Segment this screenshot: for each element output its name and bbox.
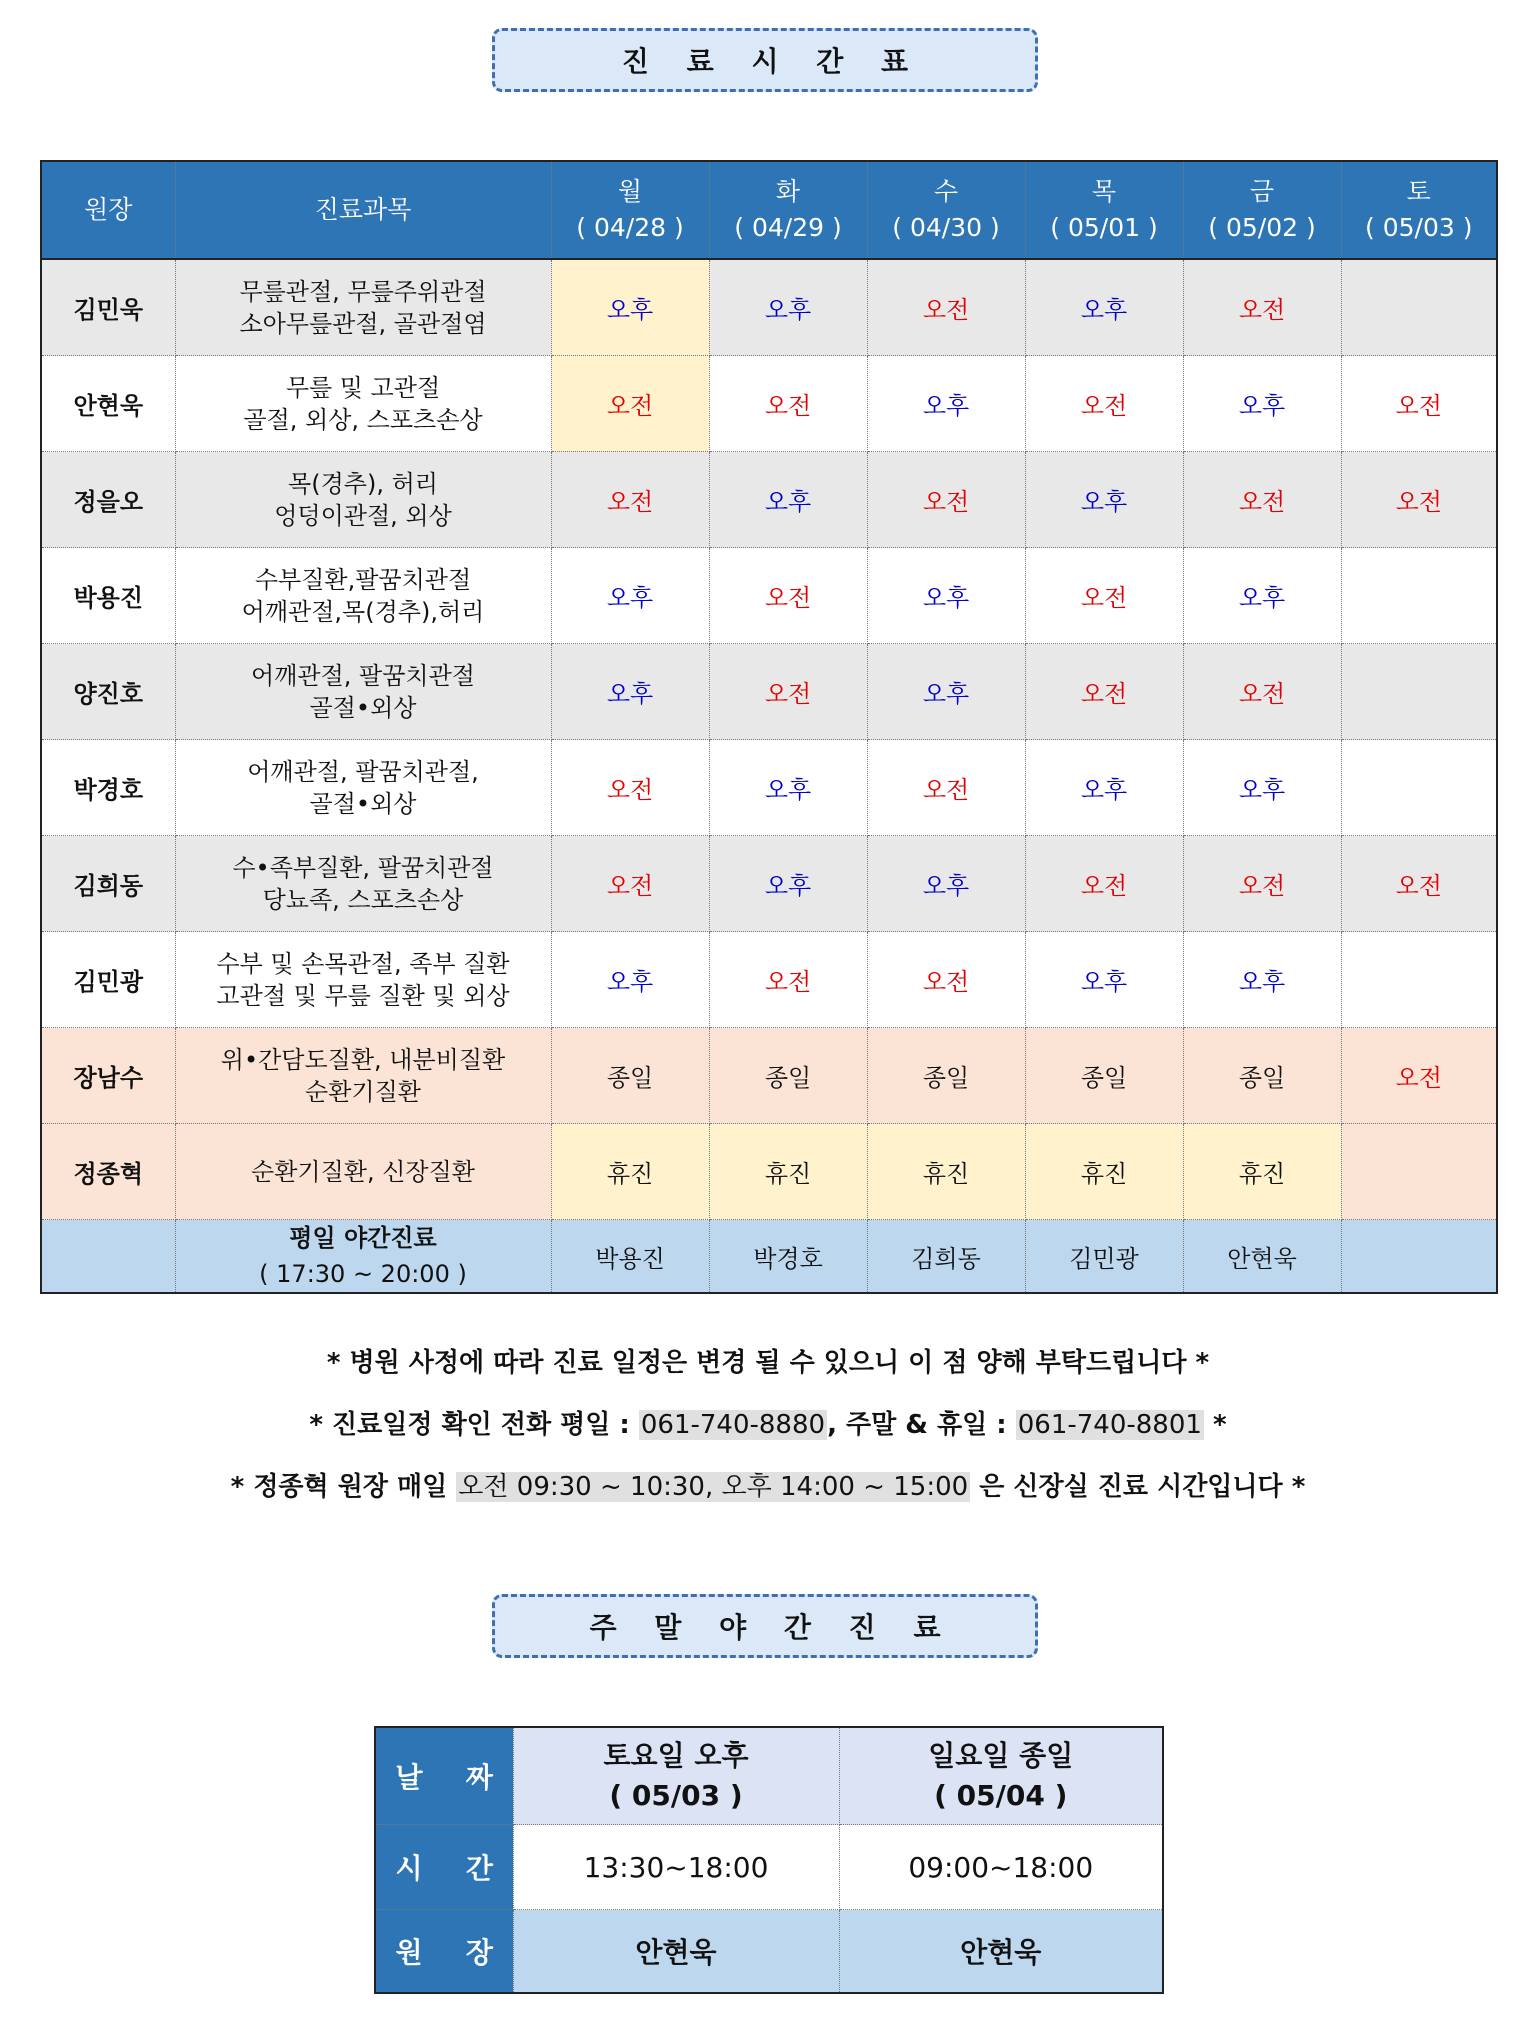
header-date: ( 05/01 ) <box>1050 213 1158 242</box>
schedule-title: 진 료 시 간 표 <box>621 45 923 78</box>
department-line: 골절•외상 <box>309 789 417 818</box>
schedule-slot: 오전 <box>1025 644 1183 740</box>
doctor-name: 장남수 <box>41 1028 175 1124</box>
weekend-sun-title: 일요일 종일 <box>928 1739 1074 1772</box>
header-day: 목 <box>1091 177 1117 206</box>
header-day-mon <box>551 161 709 259</box>
schedule-slot: 오후 <box>709 452 867 548</box>
doctor-department <box>175 1124 551 1220</box>
header-day-wed <box>867 161 1025 259</box>
schedule-slot: 오후 <box>551 259 709 356</box>
schedule-slot: 종일 <box>1183 1028 1341 1124</box>
schedule-slot: 오전 <box>867 740 1025 836</box>
doctor-name: 박경호 <box>41 740 175 836</box>
doctor-row <box>41 548 1497 644</box>
schedule-slot <box>1341 932 1497 1028</box>
department-line: 골절•외상 <box>309 693 417 722</box>
header-day: 수 <box>933 177 959 206</box>
night-doctor: 안현욱 <box>1183 1220 1341 1294</box>
schedule-slot: 오전 <box>551 452 709 548</box>
schedule-slot: 오전 <box>1183 644 1341 740</box>
header-day: 금 <box>1249 177 1275 206</box>
schedule-slot: 오후 <box>551 644 709 740</box>
weekend-date-label: 날 짜 <box>375 1727 513 1825</box>
note-kidney-prefix: * 정종혁 원장 매일 <box>230 1472 457 1502</box>
schedule-slot: 종일 <box>551 1028 709 1124</box>
doctor-name: 정을오 <box>41 452 175 548</box>
doctor-name: 정종혁 <box>41 1124 175 1220</box>
doctor-name: 안현욱 <box>41 356 175 452</box>
doctor-row <box>41 452 1497 548</box>
header-date: ( 04/29 ) <box>734 213 842 242</box>
schedule-slot: 오후 <box>1025 740 1183 836</box>
doctor-name: 김민욱 <box>41 259 175 356</box>
doctor-row <box>41 259 1497 356</box>
schedule-slot: 휴진 <box>709 1124 867 1220</box>
department-line: 어깨관절,목(경추),허리 <box>241 597 485 626</box>
doctor-row <box>41 356 1497 452</box>
weekend-sun-doctor: 안현욱 <box>839 1910 1163 1994</box>
weekend-sat-date: ( 05/03 ) <box>609 1779 743 1812</box>
department-line: 순환기질환, 신장질환 <box>251 1157 475 1186</box>
doctor-department <box>175 1028 551 1124</box>
doctor-department <box>175 740 551 836</box>
schedule-slot: 오후 <box>551 548 709 644</box>
schedule-slot: 오전 <box>1025 836 1183 932</box>
department-line: 수부 및 손목관절, 족부 질환 <box>216 949 510 978</box>
doctor-department <box>175 932 551 1028</box>
schedule-slot: 오전 <box>1341 452 1497 548</box>
doctor-department <box>175 548 551 644</box>
doctor-row <box>41 932 1497 1028</box>
schedule-slot: 오후 <box>709 259 867 356</box>
schedule-slot: 오전 <box>1025 356 1183 452</box>
header-day: 토 <box>1406 177 1431 206</box>
department-line: 순환기질환 <box>305 1077 421 1106</box>
schedule-slot: 오전 <box>1341 356 1497 452</box>
schedule-slot: 종일 <box>1025 1028 1183 1124</box>
schedule-slot: 오전 <box>1341 836 1497 932</box>
note-line-1: * 병원 사정에 따라 진료 일정은 변경 될 수 있으니 이 점 양해 부탁드립니다 * <box>326 1348 1210 1378</box>
schedule-slot: 오전 <box>709 356 867 452</box>
schedule-slot: 오전 <box>551 836 709 932</box>
weekend-sat-title: 토요일 오후 <box>603 1739 749 1772</box>
schedule-slot: 오전 <box>1183 259 1341 356</box>
note-line-3 <box>0 1456 1536 1518</box>
night-empty-cell <box>41 1220 175 1294</box>
header-day: 월 <box>617 177 643 206</box>
weekend-sun-date: ( 05/04 ) <box>934 1779 1068 1812</box>
schedule-slot: 오후 <box>551 932 709 1028</box>
schedule-table <box>40 160 1498 1294</box>
schedule-slot: 오후 <box>1183 356 1341 452</box>
doctor-name: 박용진 <box>41 548 175 644</box>
doctor-name: 양진호 <box>41 644 175 740</box>
schedule-slot: 오전 <box>551 356 709 452</box>
schedule-header-row <box>41 161 1497 259</box>
schedule-slot: 휴진 <box>1183 1124 1341 1220</box>
schedule-slot: 오전 <box>867 452 1025 548</box>
schedule-slot: 오후 <box>709 836 867 932</box>
header-doctor: 원장 <box>41 161 175 259</box>
doctor-department <box>175 259 551 356</box>
schedule-slot: 오전 <box>709 932 867 1028</box>
phone-weekend: 061-740-8801 <box>1017 1410 1202 1440</box>
schedule-slot: 오전 <box>709 548 867 644</box>
header-day: 화 <box>775 177 801 206</box>
department-line: 소아무릎관절, 골관절염 <box>239 309 487 338</box>
night-clinic-row <box>41 1220 1497 1294</box>
schedule-slot <box>1341 548 1497 644</box>
note-phone-suffix: * <box>1203 1410 1227 1440</box>
department-line: 고관절 및 무릎 질환 및 외상 <box>216 981 510 1010</box>
schedule-slot: 오전 <box>1025 548 1183 644</box>
department-line: 골절, 외상, 스포츠손상 <box>243 405 483 434</box>
schedule-slot: 오후 <box>1025 259 1183 356</box>
header-department: 진료과목 <box>175 161 551 259</box>
header-date: ( 05/03 ) <box>1365 213 1473 242</box>
doctor-name: 김민광 <box>41 932 175 1028</box>
doctor-name: 김희동 <box>41 836 175 932</box>
department-line: 엉덩이관절, 외상 <box>274 501 452 530</box>
department-line: 무릎 및 고관절 <box>285 373 441 402</box>
schedule-slot: 오후 <box>867 644 1025 740</box>
header-day-thu <box>1025 161 1183 259</box>
doctor-department <box>175 452 551 548</box>
doctor-row <box>41 644 1497 740</box>
header-day-tue <box>709 161 867 259</box>
doctor-row <box>41 1028 1497 1124</box>
weekend-sat-doctor: 안현욱 <box>513 1910 839 1994</box>
header-date: ( 05/02 ) <box>1208 213 1316 242</box>
weekend-title: 주 말 야 간 진 료 <box>589 1611 955 1644</box>
weekend-table <box>374 1726 1164 1994</box>
schedule-slot: 오후 <box>1025 452 1183 548</box>
note-phone-prefix: * 진료일정 확인 전화 평일 : <box>309 1410 639 1440</box>
schedule-slot: 오전 <box>1341 1028 1497 1124</box>
phone-weekday: 061-740-8880 <box>640 1410 826 1440</box>
schedule-slot <box>1341 1124 1497 1220</box>
department-line: 수•족부질환, 팔꿈치관절 <box>232 853 494 882</box>
schedule-slot: 오전 <box>1183 836 1341 932</box>
schedule-slot: 오후 <box>709 740 867 836</box>
night-clinic-title: 평일 야간진료 <box>289 1224 437 1252</box>
weekend-sat-header <box>513 1727 839 1825</box>
night-doctor: 김민광 <box>1025 1220 1183 1294</box>
doctor-row <box>41 740 1497 836</box>
department-line: 어깨관절, 팔꿈치관절 <box>251 661 475 690</box>
header-day-sat <box>1341 161 1497 259</box>
schedule-slot: 오전 <box>551 740 709 836</box>
schedule-slot: 휴진 <box>867 1124 1025 1220</box>
weekend-time-label: 시 간 <box>375 1825 513 1910</box>
doctor-row <box>41 836 1497 932</box>
schedule-slot: 오후 <box>1183 548 1341 644</box>
department-line: 무릎관절, 무릎주위관절 <box>239 277 487 306</box>
schedule-title-box <box>492 28 1038 92</box>
note-phone-mid: , 주말 & 휴일 : <box>827 1410 1016 1440</box>
doctor-department <box>175 836 551 932</box>
weekend-date-row <box>375 1727 1163 1825</box>
schedule-slot: 휴진 <box>551 1124 709 1220</box>
doctor-department <box>175 356 551 452</box>
weekend-doctor-row <box>375 1910 1163 1994</box>
schedule-slot: 오후 <box>1183 740 1341 836</box>
schedule-slot: 오후 <box>1025 932 1183 1028</box>
note-kidney-suffix: 은 신장실 진료 시간입니다 * <box>970 1472 1306 1502</box>
weekend-title-box <box>492 1594 1038 1658</box>
department-line: 당뇨족, 스포츠손상 <box>262 885 464 914</box>
weekend-sun-header <box>839 1727 1163 1825</box>
doctor-department <box>175 644 551 740</box>
department-line: 수부질환,팔꿈치관절 <box>254 565 472 594</box>
weekend-time-row <box>375 1825 1163 1910</box>
schedule-slot: 오후 <box>867 548 1025 644</box>
schedule-slot: 오후 <box>867 356 1025 452</box>
department-line: 목(경추), 허리 <box>288 469 438 498</box>
weekend-sat-time: 13:30~18:00 <box>513 1825 839 1910</box>
night-doctor <box>1341 1220 1497 1294</box>
schedule-slot: 오전 <box>867 259 1025 356</box>
department-line: 어깨관절, 팔꿈치관절, <box>247 757 479 786</box>
notes <box>0 1332 1536 1518</box>
note-line-2 <box>0 1394 1536 1456</box>
night-doctor: 김희동 <box>867 1220 1025 1294</box>
header-date: ( 04/30 ) <box>892 213 1000 242</box>
header-date: ( 04/28 ) <box>576 213 684 242</box>
schedule-slot: 오후 <box>1183 932 1341 1028</box>
schedule-slot <box>1341 644 1497 740</box>
schedule-slot: 종일 <box>867 1028 1025 1124</box>
kidney-hours: 오전 09:30 ~ 10:30, 오후 14:00 ~ 15:00 <box>458 1472 969 1502</box>
header-day-fri <box>1183 161 1341 259</box>
night-doctor: 박용진 <box>551 1220 709 1294</box>
weekend-sun-time: 09:00~18:00 <box>839 1825 1163 1910</box>
schedule-slot: 오후 <box>867 836 1025 932</box>
night-clinic-hours: ( 17:30 ~ 20:00 ) <box>259 1260 467 1288</box>
department-line: 위•간담도질환, 내분비질환 <box>220 1045 506 1074</box>
night-doctor: 박경호 <box>709 1220 867 1294</box>
schedule-slot: 휴진 <box>1025 1124 1183 1220</box>
doctor-row <box>41 1124 1497 1220</box>
schedule-slot <box>1341 740 1497 836</box>
schedule-slot <box>1341 259 1497 356</box>
schedule-slot: 오전 <box>1183 452 1341 548</box>
night-clinic-label <box>175 1220 551 1294</box>
schedule-slot: 종일 <box>709 1028 867 1124</box>
schedule-slot: 오전 <box>867 932 1025 1028</box>
schedule-slot: 오전 <box>709 644 867 740</box>
weekend-doctor-label: 원 장 <box>375 1910 513 1994</box>
